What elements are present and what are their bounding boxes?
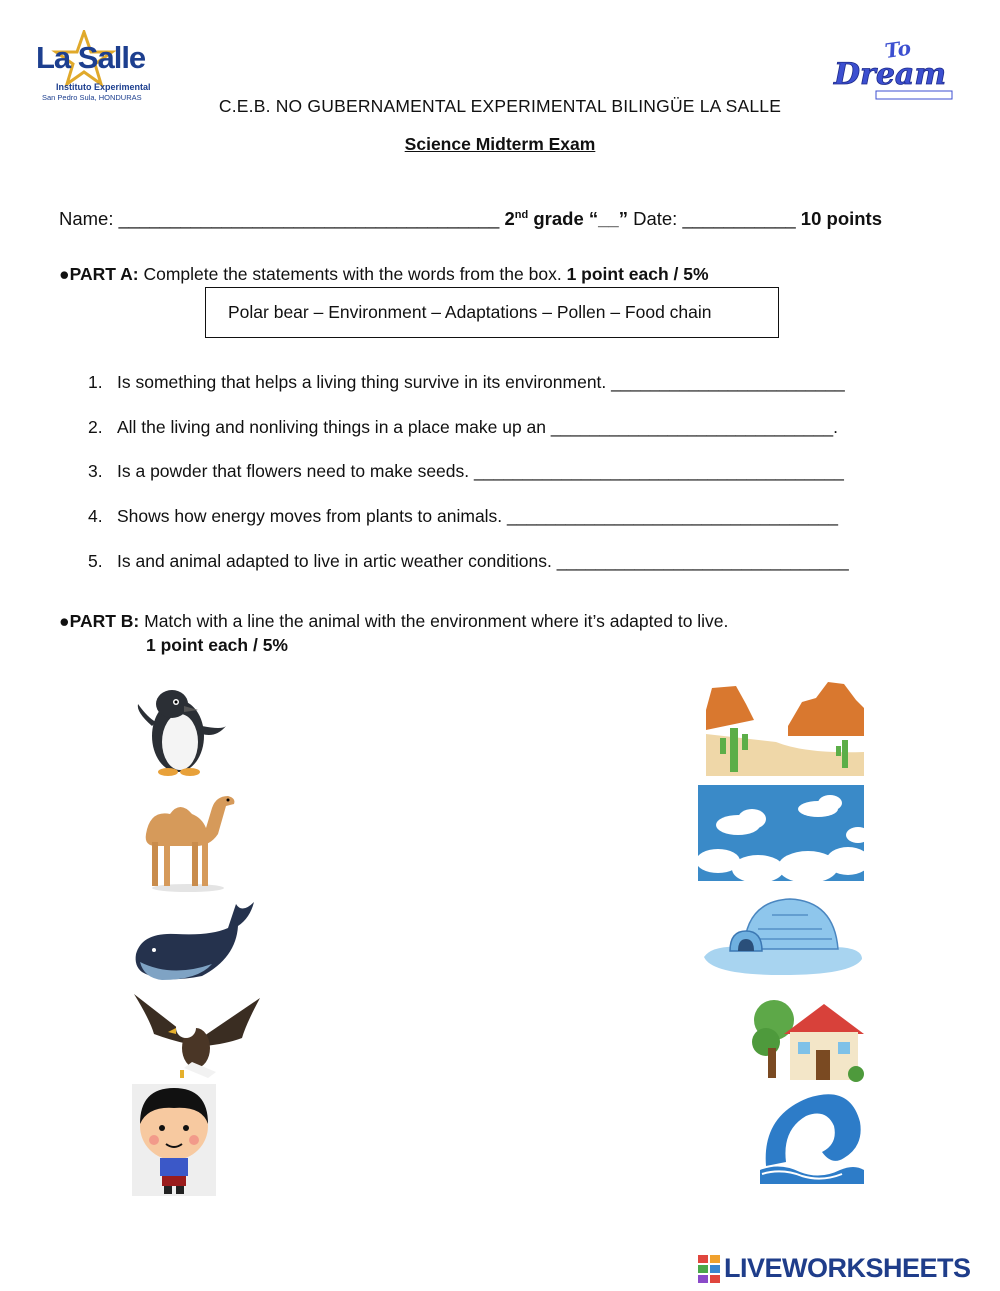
ocean-wave-icon[interactable] (760, 1086, 864, 1184)
liveworksheets-brand: LIVEWORKSHEETS (724, 1253, 971, 1283)
exam-title: Science Midterm Exam (404, 134, 596, 154)
to-dream-lettering: To (883, 36, 913, 63)
grade-number: 2 (504, 208, 515, 229)
school-name: C.E.B. NO GUBERNAMENTAL EXPERIMENTAL BILINGÜE LA SALLE (218, 96, 782, 116)
question-number: 1. (88, 372, 103, 392)
student-info-line (59, 208, 882, 230)
part-a-heading (59, 264, 709, 285)
name-blank[interactable]: _____________________________________ (118, 208, 500, 229)
whale-icon[interactable] (132, 898, 256, 986)
question-1[interactable] (88, 372, 845, 393)
eagle-icon[interactable] (130, 990, 264, 1082)
question-number: 5. (88, 551, 103, 571)
question-number: 4. (88, 506, 103, 526)
part-a-score: 1 point each / 5% (566, 264, 709, 284)
question-5[interactable] (88, 551, 849, 572)
part-a-label: ●PART A: (59, 264, 139, 284)
part-b-label: ●PART B: (59, 611, 140, 631)
question-text: All the living and nonliving things in a place make up an _____________________________. (117, 417, 838, 437)
date-blank[interactable]: ___________ (682, 208, 796, 229)
part-a-instruction: Complete the statements with the words from the box. (138, 264, 567, 284)
penguin-icon[interactable] (132, 682, 228, 778)
grade-suffix: nd (514, 208, 529, 221)
part-b-score: 1 point each / 5% (146, 635, 288, 655)
question-text: Is and animal adapted to live in artic weather conditions. ______________________________ (117, 551, 849, 571)
sky-icon[interactable] (698, 785, 864, 881)
total-points: 10 points (795, 208, 883, 229)
date-label: Date: (627, 208, 683, 229)
question-2[interactable] (88, 417, 838, 438)
desert-icon[interactable] (706, 680, 864, 776)
svg-text:Dream: Dream (834, 57, 947, 92)
question-4[interactable] (88, 506, 838, 527)
question-number: 3. (88, 461, 103, 481)
boy-icon[interactable] (132, 1084, 216, 1196)
question-text: Shows how energy moves from plants to animals. __________________________________ (117, 506, 838, 526)
camel-icon[interactable] (136, 788, 240, 894)
name-label: Name: (59, 208, 119, 229)
la-salle-subtitle: Instituto Experimental (56, 82, 151, 92)
liveworksheets-icon (698, 1255, 722, 1285)
part-b-heading (59, 611, 728, 632)
la-salle-brand: La Salle (36, 40, 146, 75)
part-b-instruction: Match with a line the animal with the environment where it’s adapted to live. (139, 611, 729, 631)
word-box: Polar bear – Environment – Adaptations – Pollen – Food chain (205, 287, 779, 338)
question-3[interactable] (88, 461, 844, 482)
question-number: 2. (88, 417, 103, 437)
grade-label: grade “__” (528, 208, 628, 229)
house-icon[interactable] (752, 988, 864, 1082)
question-text: Is something that helps a living thing survive in its environment. ________________________ (117, 372, 845, 392)
question-text: Is a powder that flowers need to make seeds. ______________________________________ (117, 461, 844, 481)
to-dream-logo (828, 36, 958, 102)
la-salle-location: San Pedro Sula, HONDURAS (42, 93, 142, 102)
igloo-icon[interactable] (702, 895, 864, 979)
